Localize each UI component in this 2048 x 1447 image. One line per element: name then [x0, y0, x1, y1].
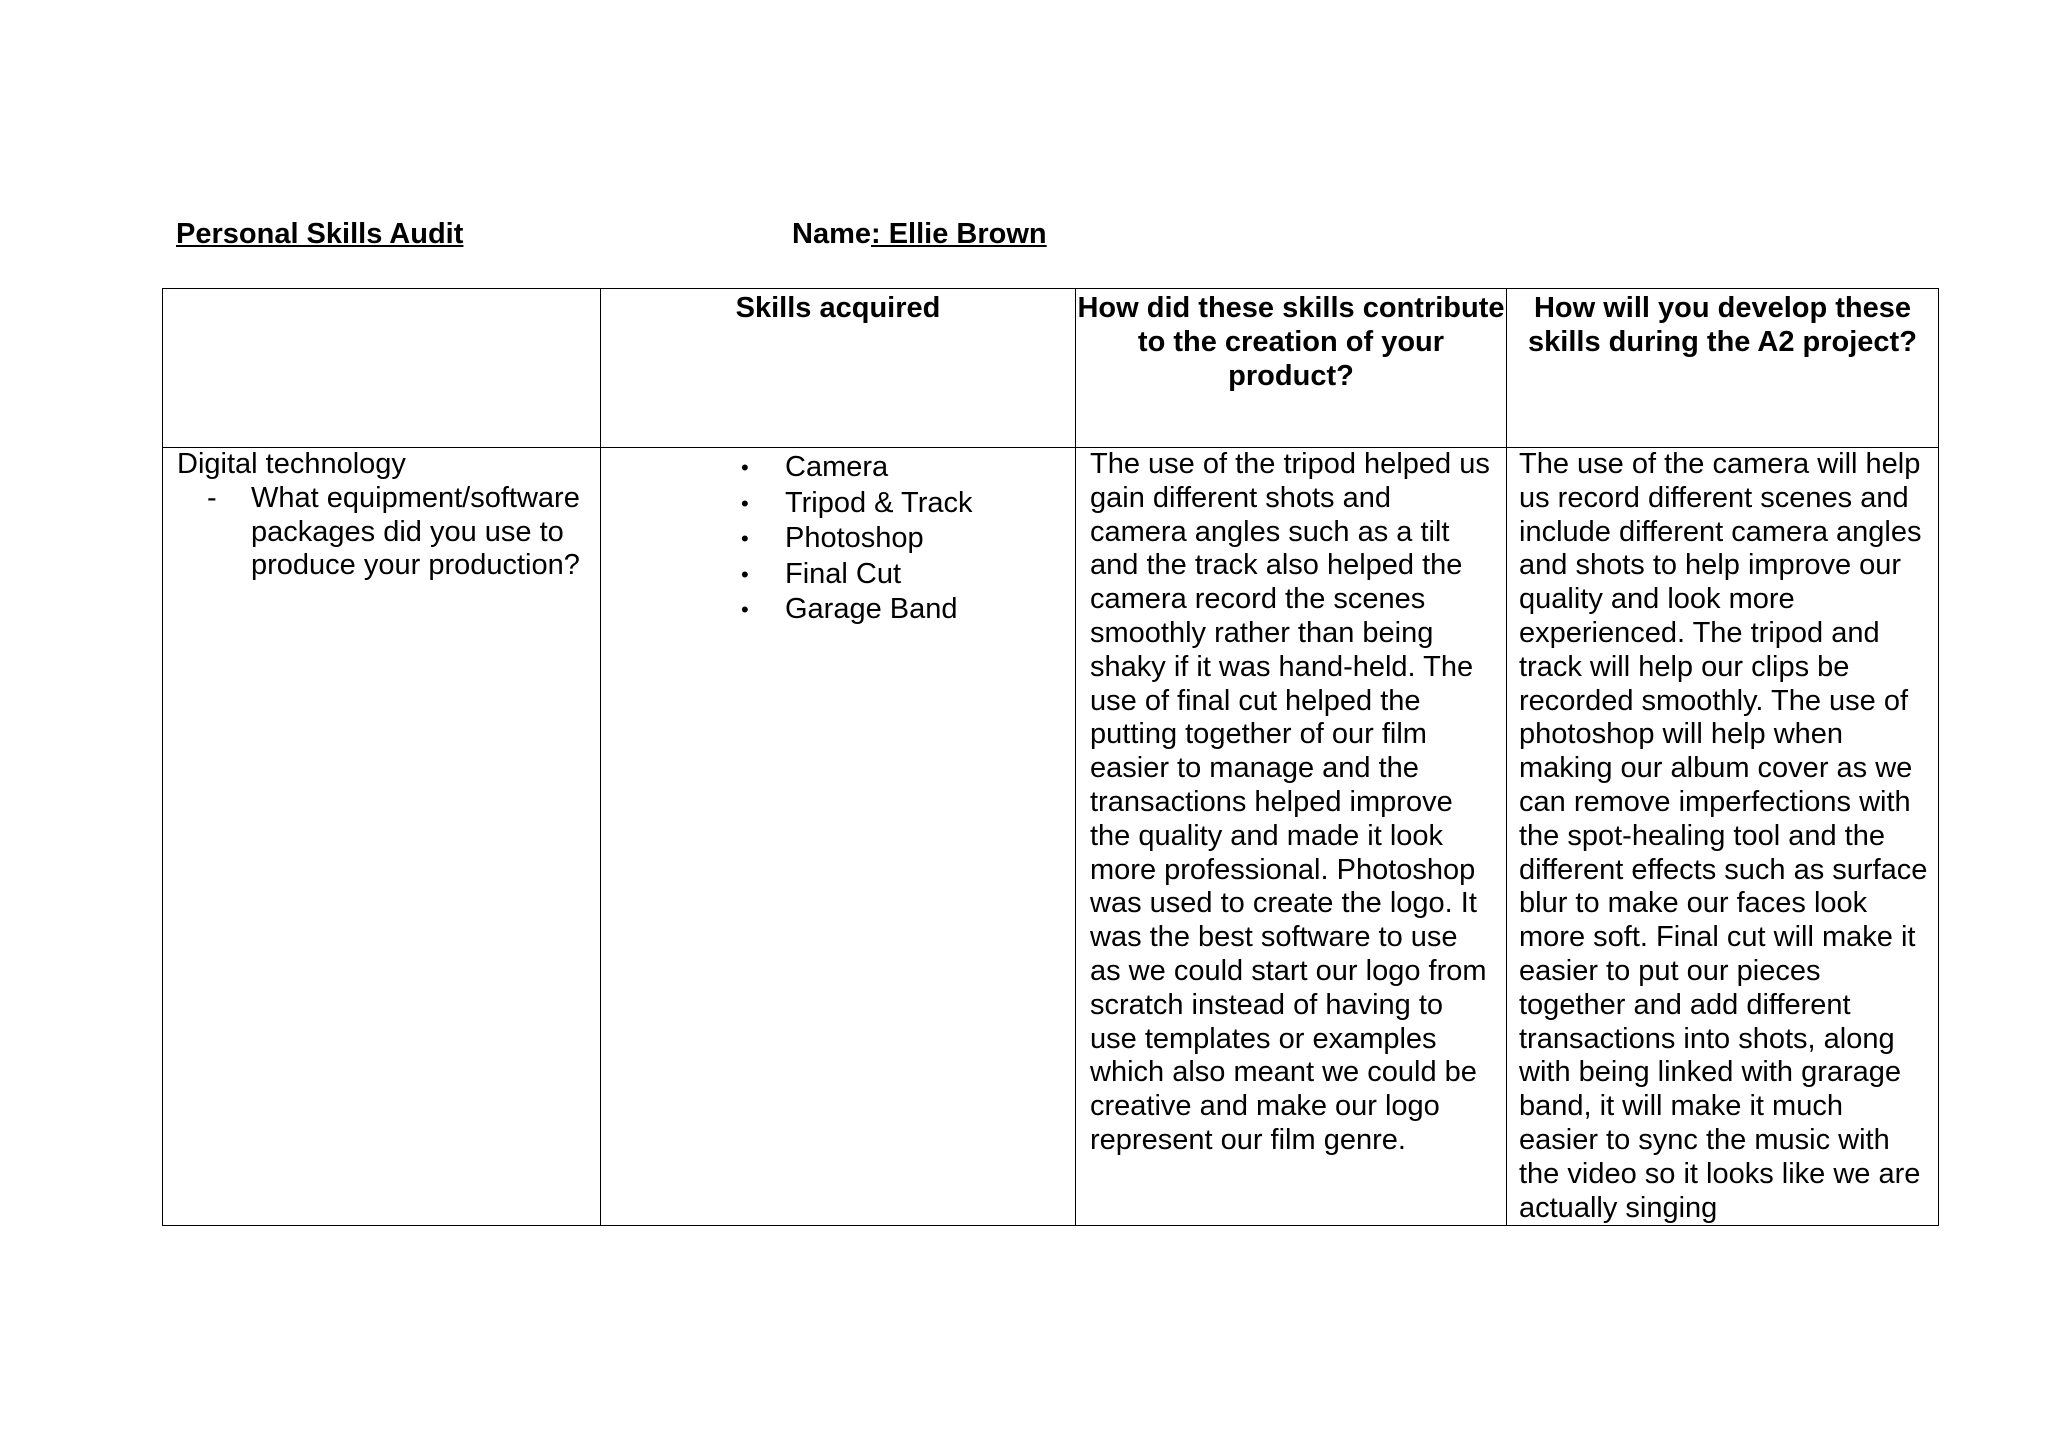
bullet-icon: •: [741, 597, 749, 623]
skill-label: Tripod & Track: [785, 486, 973, 519]
list-item: [741, 557, 1075, 593]
name-label: Name: [792, 218, 871, 250]
bullet-icon: •: [741, 526, 749, 552]
document-heading: [176, 218, 1876, 258]
header-development: How will you develop these skills during the A2 project?: [1507, 289, 1939, 448]
contribution-cell: [1076, 448, 1507, 1226]
bullet-icon: •: [741, 455, 749, 480]
skill-label: Final Cut: [785, 557, 902, 590]
skills-list: [601, 448, 1075, 628]
name-value: : Ellie Brown: [871, 218, 1047, 250]
topic-title: Digital technology: [177, 448, 406, 480]
skills-cell: [601, 448, 1076, 1226]
skills-audit-table: [162, 288, 1939, 1226]
header-topic: [163, 289, 601, 448]
topic-cell: [163, 448, 601, 1226]
list-item: [741, 486, 1075, 522]
list-item: [741, 592, 1075, 628]
skill-label: Garage Band: [785, 593, 958, 626]
skill-label: Photoshop: [785, 522, 924, 555]
header-skills-acquired: Skills acquired: [601, 289, 1076, 448]
list-item: [741, 521, 1075, 557]
document-title: Personal Skills Audit: [176, 218, 464, 250]
sub-question-text: What equipment/software packages did you use to produce your production?: [251, 481, 580, 582]
dash-bullet: -: [207, 481, 217, 514]
development-cell: [1507, 448, 1939, 1226]
table-row: [163, 448, 1939, 1226]
skill-label: Camera: [785, 451, 889, 483]
development-text: The use of the camera will help us record different scenes and include different camera angles and shots to help improve our quality and look more experienced. The tripod and track will help our clips be recorded smoothly. The use of photoshop will help when making our album cover as we can remove imperfections with the spot-healing tool and the different effects such as surface blur to make our faces look more soft. Final cut will make it easier to put our pieces together and add different transactions into shots, along with being linked with grarage band, it will make it much easier to sync the music with the video so it looks like we are actually singing: [1519, 448, 1928, 1224]
bullet-icon: •: [741, 490, 749, 516]
list-item: [741, 450, 1075, 486]
table-header-row: [163, 289, 1939, 448]
header-contribution: How did these skills contribute to the creation of your product?: [1076, 289, 1507, 448]
student-name: [792, 218, 1047, 251]
topic-sub-question: [207, 482, 600, 583]
bullet-icon: •: [741, 561, 749, 587]
contribution-text: The use of the tripod helped us gain different shots and camera angles such as a tilt and the track also helped the camera record the scenes smoothly rather than being shaky if it was hand-held. The use of final cut helped the putting together of our film easier to manage and the transactions helped improve the quality and made it look more professional. Photoshop was used to create the logo. It was the best software to use as we could start our logo from scratch instead of having to use templates or examples which also meant we could be creative and make our logo represent our film genre.: [1090, 448, 1490, 1156]
